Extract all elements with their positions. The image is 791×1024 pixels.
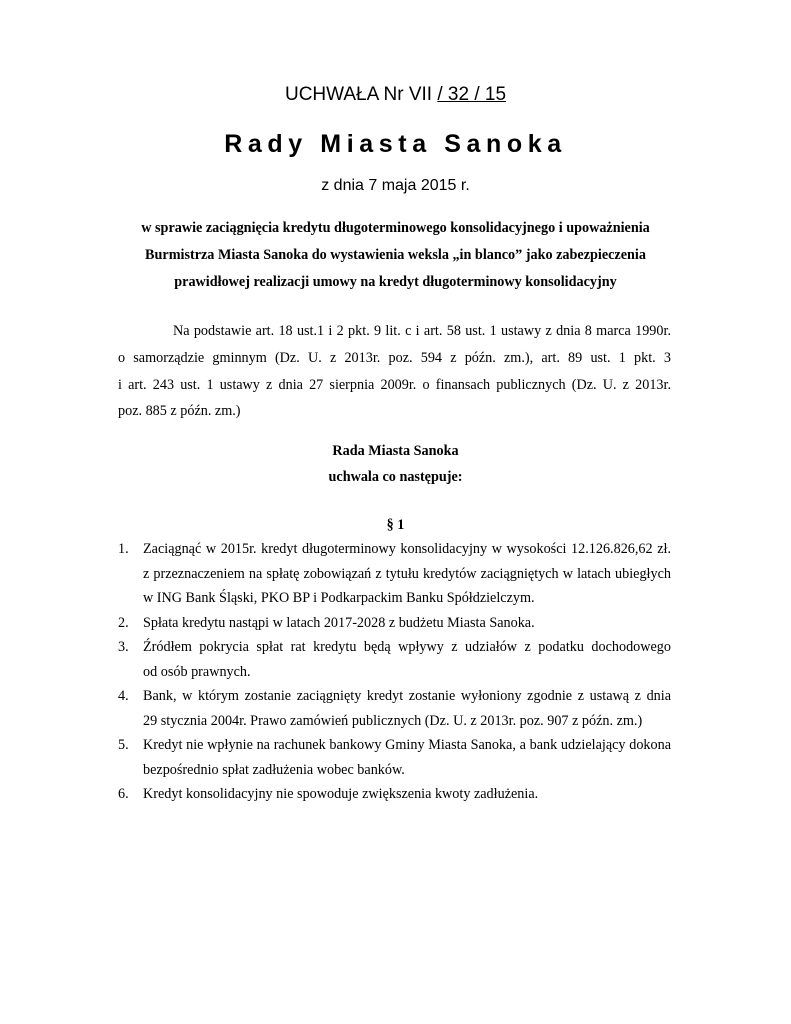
list-item-number: 2. bbox=[118, 614, 129, 631]
list-item-number: 5. bbox=[118, 737, 129, 753]
section-heading: § 1 bbox=[386, 517, 405, 533]
list-item-number: 4. bbox=[118, 688, 129, 704]
subject-line: w sprawie zaciągnięcia kredytu długoterminowego konsolidacyjnego i upoważnienia bbox=[141, 220, 650, 236]
legal-basis-line: poz. 885 z późn. zm.) bbox=[118, 403, 241, 419]
council-name: Rady Miasta Sanoka bbox=[224, 130, 567, 158]
list-item-text: Źródłem pokrycia spłat rat kredytu będą wpływy z udziałów z podatku dochodowego bbox=[143, 639, 671, 655]
list-item-text: z przeznaczeniem na spłatę zobowiązań z tytułu kredytów zaciągniętych w latach ubiegłych bbox=[143, 565, 671, 582]
list-item-text: Bank, w którym zostanie zaciągnięty kredyt zostanie wyłoniony zgodnie z ustawą z dnia bbox=[143, 688, 671, 704]
list-item-text: Kredyt konsolidacyjny nie spowoduje zwiększenia kwoty zadłużenia. bbox=[143, 786, 539, 802]
list-item-text: od osób prawnych. bbox=[143, 663, 251, 680]
resolution-number: / 32 / 15 bbox=[437, 84, 507, 105]
legal-basis-line: Na podstawie art. 18 ust.1 i 2 pkt. 9 lit. c i art. 58 ust. 1 ustawy z dnia 8 marca 1990r. bbox=[173, 323, 671, 339]
list-item-number: 3. bbox=[118, 639, 129, 655]
subject-line: Burmistrza Miasta Sanoka do wystawienia weksla „in blanco” jako zabezpieczenia bbox=[145, 247, 646, 263]
list-item-text: Kredyt nie wpłynie na rachunek bankowy Gminy Miasta Sanoka, a bank udzielający dokona bbox=[143, 737, 671, 753]
legal-basis-line: o samorządzie gminnym (Dz. U. z 2013r. poz. 594 z późn. zm.), art. 89 ust. 1 pkt. 3 bbox=[118, 350, 671, 366]
legal-basis-line: i art. 243 ust. 1 ustawy z dnia 27 sierpnia 2009r. o finansach publicznych (Dz. U. z 2013r. bbox=[118, 377, 671, 393]
resolution-date: z dnia 7 maja 2015 r. bbox=[321, 177, 470, 194]
list-item-number: 1. bbox=[118, 541, 129, 557]
list-item-number: 6. bbox=[118, 786, 129, 802]
resolution-title bbox=[0, 84, 791, 106]
subject-line: prawidłowej realizacji umowy na kredyt długoterminowy konsolidacyjny bbox=[174, 274, 617, 290]
resolution-title-prefix: UCHWAŁA Nr VII bbox=[284, 84, 438, 105]
list-item-text: 29 stycznia 2004r. Prawo zamówień publicznych (Dz. U. z 2013r. poz. 907 z późn. zm.) bbox=[143, 712, 643, 729]
list-item-text: Spłata kredytu nastąpi w latach 2017-2028 z budżetu Miasta Sanoka. bbox=[143, 614, 535, 631]
list-item-text: Zaciągnąć w 2015r. kredyt długoterminowy konsolidacyjny w wysokości 12.126.826,62 zł. bbox=[143, 541, 671, 557]
list-item-text: w ING Bank Śląski, PKO BP i Podkarpackim Banku Spółdzielczym. bbox=[143, 590, 535, 606]
list-item-text: bezpośrednio spłat zadłużenia wobec banków. bbox=[143, 761, 405, 778]
resolving-body: Rada Miasta Sanoka bbox=[332, 443, 459, 459]
resolves-phrase: uchwala co następuje: bbox=[328, 469, 463, 485]
